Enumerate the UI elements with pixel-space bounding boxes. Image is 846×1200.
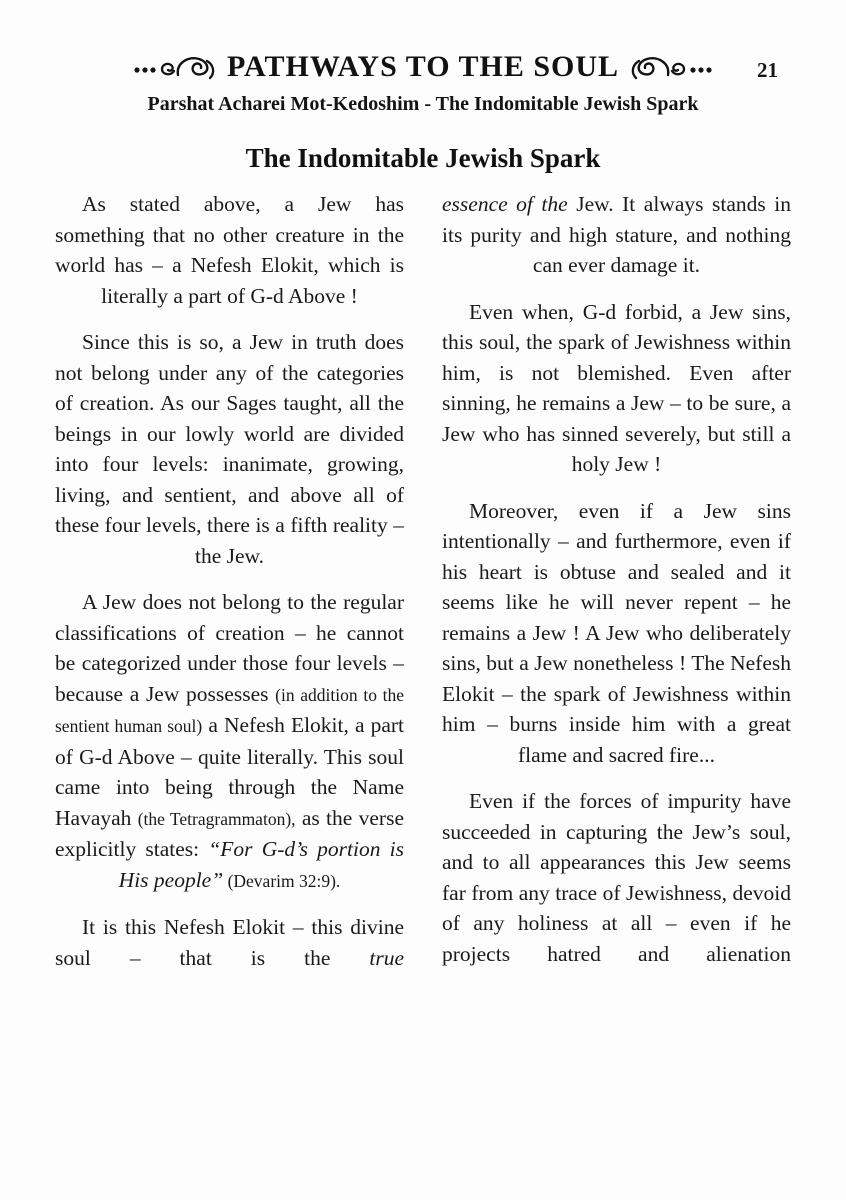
- paragraph: [442, 496, 791, 771]
- paragraph: [442, 189, 791, 281]
- paragraph: [55, 587, 404, 896]
- paragraph: [55, 912, 404, 973]
- text-run: true: [369, 945, 404, 970]
- article-title: The Indomitable Jewish Spark: [245, 143, 601, 173]
- text-run: A Jew does not belong to the regular classifications of creation – he cannot be categorized under those four levels – because a Jew possesses: [55, 590, 404, 706]
- text-run: Even when, G-d forbid, a Jew sins, this soul, the spark of Jewishness within him, is not blemished. Even after sinning, he remains a Jew – to be sure, a Jew who has sinned severely, but still a holy Jew !: [442, 299, 791, 476]
- page-number: 21: [757, 58, 778, 82]
- column-left: [55, 189, 404, 989]
- text-run: As stated above, a Jew has something that no other creature in the world has – a Nefesh Elokit, which is literally a part of G-d Above !: [55, 192, 404, 308]
- text-run: Since this is so, a Jew in truth does not belong under any of the categories of creation. As our Sages taught, all the beings in our lowly world are divided into four levels: inanimate, growing, living, and sentient, and above all of these four levels, there is a fifth reality – the Jew.: [55, 330, 404, 568]
- text-run: Moreover, even if a Jew sins intentionally – and furthermore, even if his heart is obtuse and sealed and it seems like he will never repent – he remains a Jew ! A Jew who deliberately sins, but a Jew nonetheless ! The Nefesh Elokit – the spark of Jewishness within him – burns inside him with a great flame and sacred fire...: [442, 498, 791, 767]
- paragraph: [55, 327, 404, 571]
- running-subtitle: Parshat Acharei Mot-Kedoshim - The Indomitable Jewish Spark: [147, 93, 699, 115]
- text-run: (Devarim 32:9).: [223, 870, 341, 891]
- paragraph: [442, 297, 791, 480]
- text-run: as the verse explicitly states:: [55, 805, 404, 861]
- text-run: (in addition to the sentient human soul): [55, 684, 404, 736]
- text-run: a Nefesh Elokit, a part of G-d Above – quite literally. This soul came into being through the Name Havayah: [55, 713, 405, 830]
- text-run: (the Tetragrammaton),: [137, 808, 296, 829]
- flourish-right-icon: [629, 53, 713, 81]
- text-columns: [55, 189, 791, 989]
- column-right: [442, 189, 791, 989]
- text-run: “For G-d’s portion is His people”: [118, 837, 404, 892]
- book-title: PATHWAYS TO THE SOUL: [226, 50, 620, 83]
- text-run: Even if the forces of impurity have succeeded in capturing the Jew’s soul, and to all appearances this Jew seems far from any trace of Jewishness, devoid of any holiness at all – even if he projects hatred and alienation: [442, 789, 791, 966]
- text-run: It is this Nefesh Elokit – this divine soul – that is the: [55, 915, 404, 970]
- paragraph: [442, 786, 791, 969]
- running-head: [0, 50, 846, 86]
- flourish-left-icon: [133, 53, 217, 81]
- text-run: essence of the: [442, 192, 577, 216]
- text-run: Jew. It always stands in its purity and high stature, and nothing can ever damage it.: [442, 192, 791, 277]
- paragraph: [55, 189, 404, 311]
